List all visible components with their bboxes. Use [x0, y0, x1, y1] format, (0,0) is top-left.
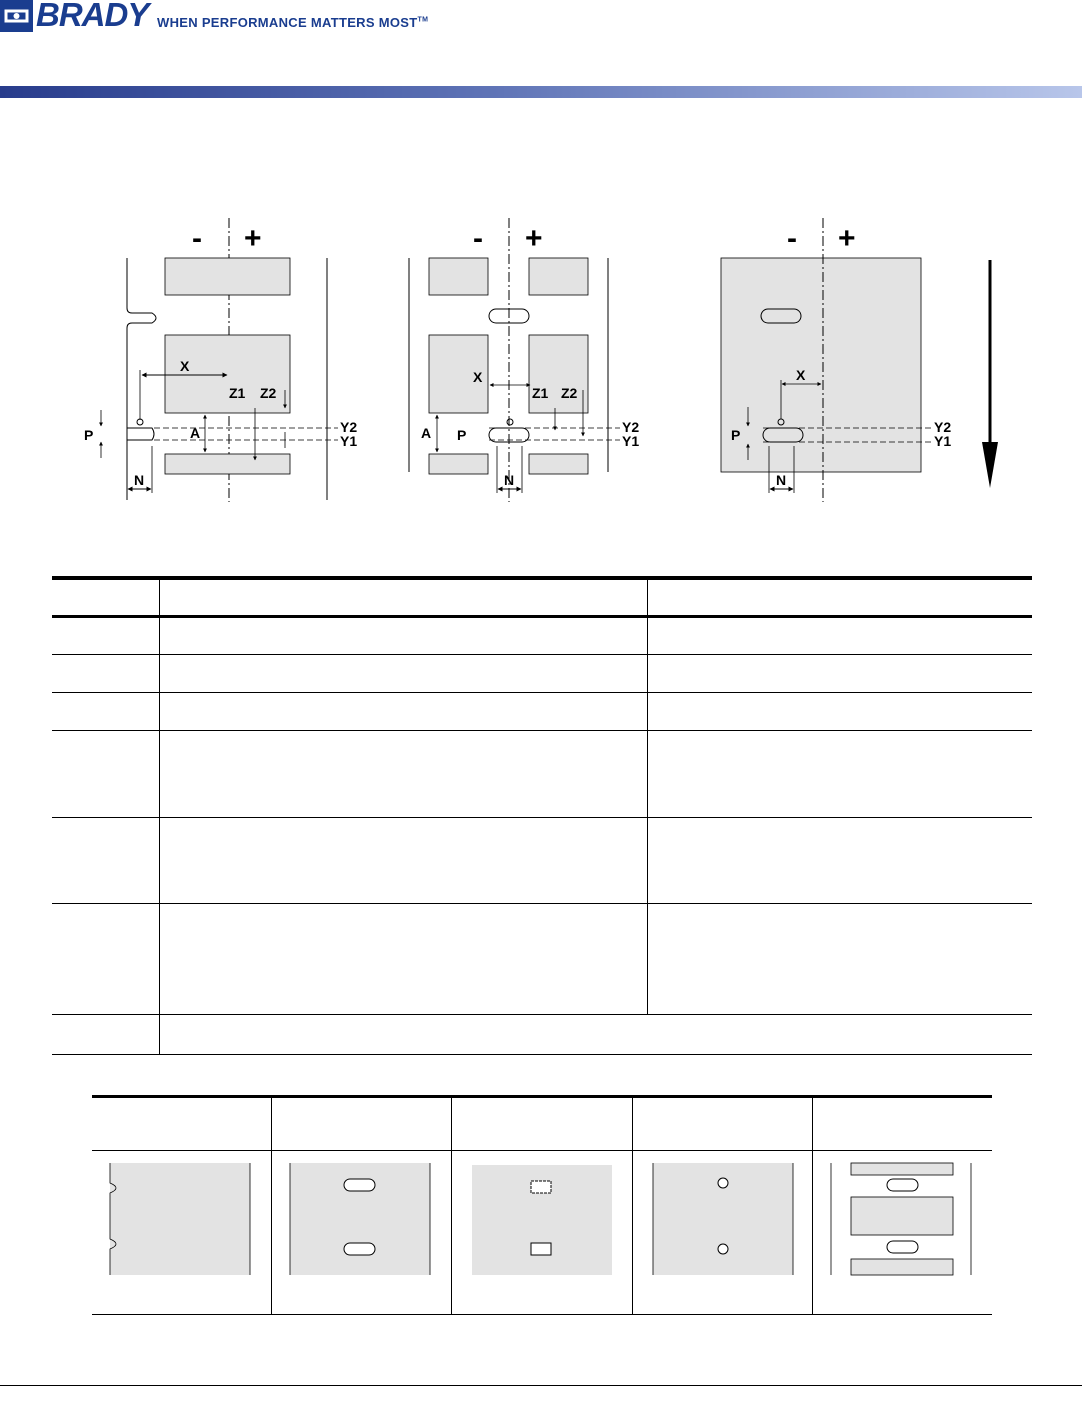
header-gradient-bar: [0, 86, 1082, 98]
table-row: [52, 818, 1032, 904]
brand-name: BRADY: [36, 0, 149, 33]
dim-x: X: [473, 369, 483, 385]
label-sensing-diagrams: [0, 210, 1082, 510]
dim-n: N: [776, 472, 787, 488]
dim-x: X: [796, 367, 806, 383]
plus-sign: +: [838, 222, 856, 255]
brand-tagline: WHEN PERFORMANCE MATTERS MOST™: [157, 15, 429, 30]
label-types-table: [92, 1095, 992, 1315]
diagram-slot: [409, 218, 639, 502]
dim-y1: Y1: [934, 433, 952, 449]
footer-divider: [0, 1385, 1082, 1386]
table-header-row: [52, 578, 1032, 617]
dim-a: A: [190, 425, 201, 441]
dim-z1: Z1: [229, 385, 246, 401]
dim-n: N: [134, 472, 145, 488]
dim-p: P: [84, 427, 94, 443]
dim-p: P: [731, 427, 741, 443]
dim-z2: Z2: [260, 385, 277, 401]
dim-z2: Z2: [561, 385, 578, 401]
table-header-row: [92, 1097, 992, 1151]
minus-sign: -: [192, 222, 202, 255]
dim-p: P: [457, 427, 467, 443]
dim-y2: Y2: [934, 419, 952, 435]
plus-sign: +: [525, 222, 543, 255]
label-type-notch: [92, 1151, 272, 1315]
page-header: [0, 0, 1082, 40]
label-type-slot: [272, 1151, 452, 1315]
diagram-continuous: [721, 218, 998, 502]
dim-y2: Y2: [622, 419, 640, 435]
dim-a: A: [421, 425, 432, 441]
label-type-rectangle-hole: [452, 1151, 632, 1315]
table-row: [52, 655, 1032, 693]
dim-z1: Z1: [532, 385, 549, 401]
diagram-notch: [84, 218, 357, 502]
dim-n: N: [504, 472, 515, 488]
dim-y2: Y2: [340, 419, 358, 435]
minus-sign: -: [787, 222, 797, 255]
table-row: [52, 904, 1032, 1015]
table-row: [92, 1151, 992, 1315]
table-row: [52, 1015, 1032, 1055]
label-type-die-cut: [812, 1151, 992, 1315]
feed-direction-arrow-icon: [982, 442, 998, 488]
table-row: [52, 731, 1032, 818]
plus-sign: +: [244, 222, 262, 255]
sensing-spec-table: [52, 576, 1032, 1055]
dim-y1: Y1: [340, 433, 358, 449]
dim-y1: Y1: [622, 433, 640, 449]
table-row: [52, 693, 1032, 731]
minus-sign: -: [473, 222, 483, 255]
brady-logo-icon: [0, 0, 33, 32]
dim-x: X: [180, 358, 190, 374]
table-row: [52, 617, 1032, 655]
label-type-round-hole: [632, 1151, 812, 1315]
